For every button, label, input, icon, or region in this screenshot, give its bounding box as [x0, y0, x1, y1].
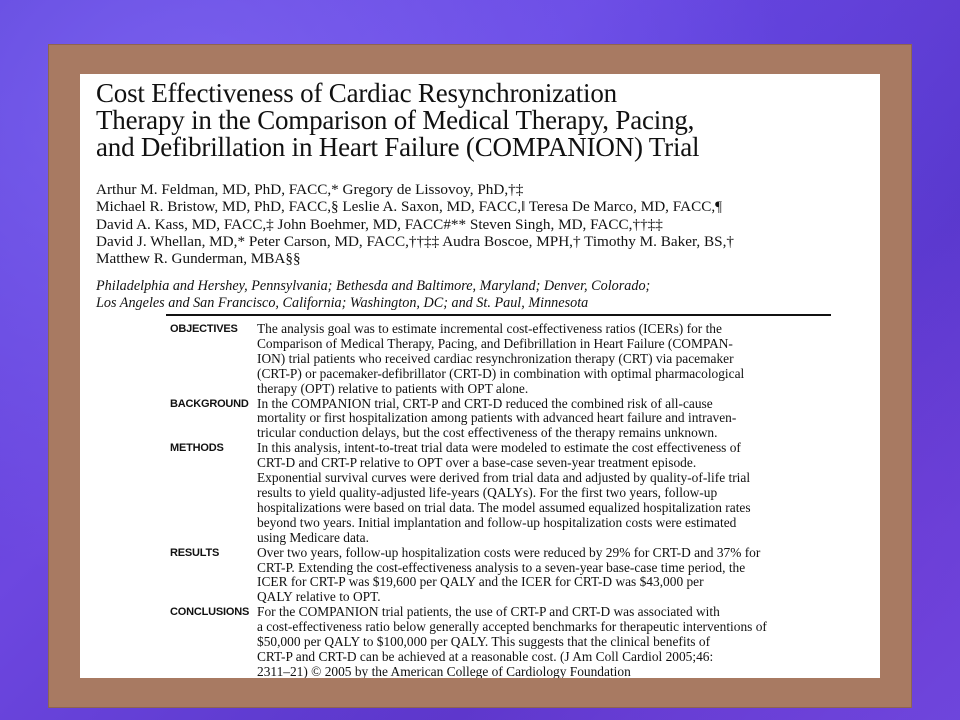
body-line: a cost-effectiveness ratio below generally accepted benchmarks for therapeutic interventions of — [257, 619, 767, 635]
section-heading: RESULTS — [170, 546, 220, 559]
body-line: tricular conduction delays, but the cost effectiveness of the therapy remains unknown. — [257, 425, 718, 441]
body-line: CRT-P and CRT-D can be achieved at a reasonable cost. (J Am Coll Cardiol 2005;46: — [257, 648, 714, 664]
abstract-section-objectives — [80, 322, 880, 397]
abstract-section-background — [80, 397, 880, 442]
author-line: David J. Whellan, MD,* Peter Carson, MD, FACC,††‡‡ Audra Boscoe, MPH,† Timothy M. Baker, BS,† — [96, 232, 734, 250]
section-body — [257, 397, 835, 442]
article-title — [96, 80, 836, 161]
author-line: Arthur M. Feldman, MD, PhD, FACC,* Gregory de Lissovoy, PhD,†‡ — [96, 181, 524, 198]
body-line: CRT-D and CRT-P relative to OPT over a base-case seven-year treatment episode. — [257, 455, 697, 471]
body-line: using Medicare data. — [257, 529, 369, 545]
body-line: Over two years, follow-up hospitalization costs were reduced by 29% for CRT-D and 37% for — [257, 544, 761, 560]
body-line: In this analysis, intent-to-treat trial data were modeled to estimate the cost effectiveness of — [257, 440, 741, 456]
author-list — [96, 181, 866, 267]
section-body — [257, 441, 835, 545]
section-heading: METHODS — [170, 442, 224, 455]
body-line: $50,000 per QALY to $100,000 per QALY. This suggests that the clinical benefits of — [257, 634, 711, 650]
body-line: ICER for CRT-P was $19,600 per QALY and the ICER for CRT-D was $43,000 per — [257, 574, 704, 590]
affiliation-line: Los Angeles and San Francisco, California; Washington, DC; and St. Paul, Minnesota — [96, 294, 589, 311]
title-line: and Defibrillation in Heart Failure (COMPANION) Trial — [96, 132, 700, 162]
body-line: hospitalizations were based on trial data. The model assumed equalized hospitalization rates — [257, 499, 751, 515]
body-line: Comparison of Medical Therapy, Pacing, and Defibrillation in Heart Failure (COMPAN- — [257, 335, 733, 351]
affiliations — [96, 278, 866, 311]
section-body — [257, 322, 835, 397]
article-page — [80, 74, 880, 678]
body-line: beyond two years. Initial implantation and follow-up hospitalization costs were estimated — [257, 514, 737, 530]
body-line: therapy (OPT) relative to patients with OPT alone. — [257, 380, 529, 396]
author-line: Michael R. Bristow, MD, PhD, FACC,§ Leslie A. Saxon, MD, FACC,‖ Teresa De Marco, MD, FACC,¶ — [96, 198, 723, 216]
body-line: Exponential survival curves were derived from trial data and adjusted by quality-of-life trial — [257, 470, 751, 486]
body-line: results to yield quality-adjusted life-years (QALYs). For the first two years, follow-up — [257, 484, 718, 500]
body-line: (CRT-P) or pacemaker-defibrillator (CRT-D) in combination with optimal pharmacological — [257, 365, 745, 381]
body-line: QALY relative to OPT. — [257, 589, 381, 605]
body-line: mortality or first hospitalization among patients with advanced heart failure and intraven- — [257, 410, 737, 426]
body-line: In the COMPANION trial, CRT-P and CRT-D reduced the combined risk of all-cause — [257, 395, 713, 411]
title-line: Cost Effectiveness of Cardiac Resynchronization — [96, 78, 617, 108]
affiliation-line: Philadelphia and Hershey, Pennsylvania; Bethesda and Baltimore, Maryland; Denver, Colorado; — [96, 278, 651, 294]
body-line: CRT-P. Extending the cost-effectiveness analysis to a seven-year base-case time period, the — [257, 559, 746, 575]
section-body — [257, 605, 835, 678]
abstract-section-conclusions — [80, 605, 880, 678]
abstract-section-results — [80, 546, 880, 606]
section-body — [257, 546, 835, 606]
body-line: For the COMPANION trial patients, the use of CRT-P and CRT-D was associated with — [257, 604, 720, 620]
author-line: Matthew R. Gunderman, MBA§§ — [96, 250, 301, 268]
section-heading: BACKGROUND — [170, 397, 249, 410]
body-line: 2311–21) © 2005 by the American College of Cardiology Foundation — [257, 663, 631, 678]
abstract-section-methods — [80, 441, 880, 545]
section-heading: OBJECTIVES — [170, 323, 238, 335]
abstract — [80, 322, 880, 678]
divider-rule — [166, 314, 831, 316]
body-line: ION) trial patients who received cardiac resynchronization therapy (CRT) via pacemaker — [257, 350, 734, 366]
section-heading: CONCLUSIONS — [170, 606, 250, 619]
title-line: Therapy in the Comparison of Medical Therapy, Pacing, — [96, 105, 695, 135]
author-line: David A. Kass, MD, FACC,‡ John Boehmer, MD, FACC#** Steven Singh, MD, FACC,††‡‡ — [96, 215, 663, 233]
body-line: The analysis goal was to estimate incremental cost-effectiveness ratios (ICERs) for the — [257, 321, 722, 336]
